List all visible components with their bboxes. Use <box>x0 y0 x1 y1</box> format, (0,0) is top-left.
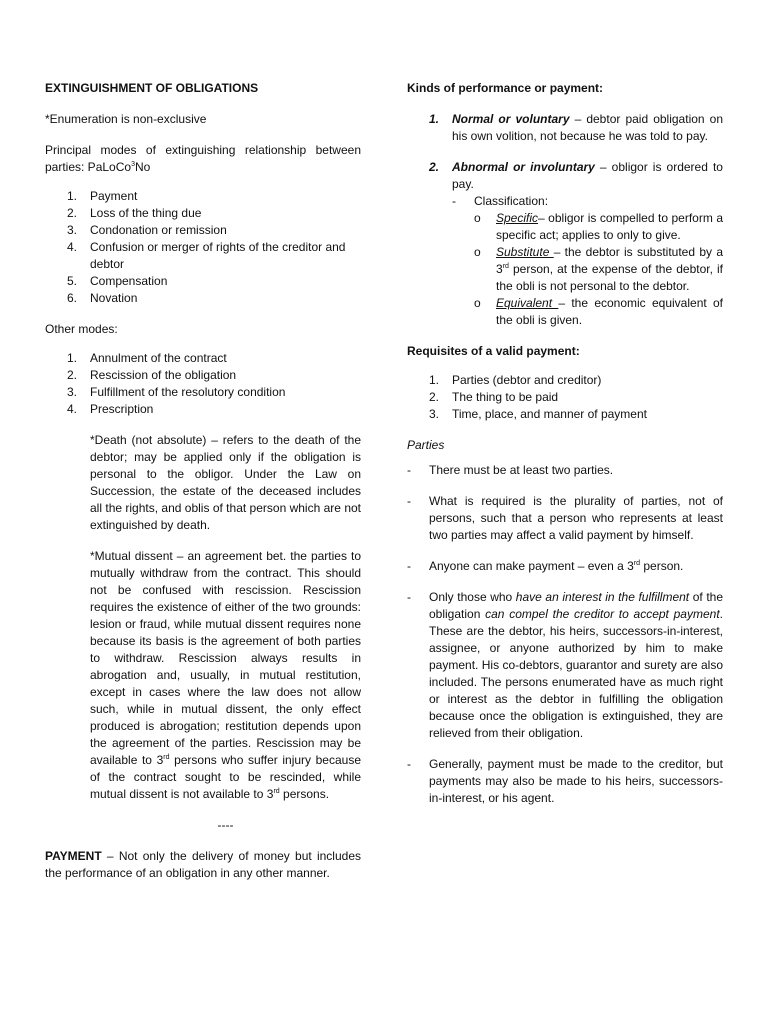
list-item: - What is required is the plurality of parties, not of persons, such that a person who represents at least two parties may affect a valid payment by himself. <box>407 494 723 542</box>
list-item: 4. Prescription <box>67 402 154 416</box>
section-divider: ---- <box>217 818 234 832</box>
list-item: 1. Normal or voluntary – debtor paid obligation on his own volition, not because he was told to pay. <box>429 112 724 143</box>
list-item: - Only those who have an interest in the fulfillment of the obligation can compel the creditor to accept payment. These are the debtor, his heirs, successors-in-interest, assignee, or anyone authorized by him to make payment. His co-debtors, guarantor and surety are also included. The persons enumerated have as much right or interest as the debtor in fulfilling the obligation because once the obligation is extinguished, they are relieved from their obligation. <box>407 590 723 740</box>
list-item: 2. Loss of the thing due <box>67 206 202 220</box>
requisites-list <box>407 372 723 423</box>
principal-modes-intro: Principal modes of extinguishing relationship between parties: PaLoCo$^3$No <box>45 143 361 174</box>
list-item: 2. The thing to be paid <box>429 390 559 404</box>
requisites-heading: Requisites of a valid payment: <box>407 344 580 358</box>
left-column <box>45 80 361 882</box>
document-heading: EXTINGUISHMENT OF OBLIGATIONS <box>45 81 259 95</box>
mutual-dissent-paragraph: *Mutual dissent – an agreement bet. the parties to mutually withdraw from the contract. This should not be confused with rescission. Rescission requires the existence of either of the two grounds: lesion or fraud, while mutual dissent requires none because its basis is the agreement of both parties to withdraw. Rescission always results in abrogation and, usually, in mutual restitution, except in cases where the law does not allow such, while in mutual dissent, the only effect produced is abrogation; restitution depends upon the agreement of the parties. Rescission may be available to 3rd persons who suffer injury because of the contract sought to be rescinded, while mutual dissent is not available to 3rd persons. <box>90 549 362 801</box>
list-item: 2. Rescission of the obligation <box>67 368 237 382</box>
right-column <box>407 80 723 807</box>
list-item: - Generally, payment must be made to the creditor, but payments may also be made to his heirs, successors-in-interest, or his agent. <box>407 757 723 805</box>
list-item: o Specific– obligor is compelled to perform a specific act; applies to only to give. <box>474 211 723 242</box>
list-item: o Equivalent – the economic equivalent of the obli is given. <box>474 296 724 327</box>
list-item: 2. Abnormal or involuntary – obligor is ordered to pay. - Classification: o Specific– obligor is compelled to perform a specific act; applies to only to give. o Substitute – the debtor is substituted by a 3rd person, at the expense of the debtor, if the obli is not personal to the debtor. o Equivalent – the economic equivalent of the obli is given. <box>429 160 724 327</box>
other-modes-list <box>45 350 361 418</box>
enumeration-note: *Enumeration is non-exclusive <box>45 112 207 126</box>
classification-label: Classification: <box>474 194 549 208</box>
list-item: 1. Parties (debtor and creditor) <box>429 373 602 387</box>
kinds-heading: Kinds of performance or payment: <box>407 81 604 95</box>
death-paragraph: *Death (not absolute) – refers to the death of the debtor; may be applied only if the obligation is personal to the obligor. Under the Law on Succession, the estate of the deceased includes all the rights, and oblis of that person which are not extinguished by death. <box>90 433 361 532</box>
list-item: 1. Annulment of the contract <box>67 351 227 365</box>
payment-definition: PAYMENT – Not only the delivery of money but includes the performance of an obligation in any other manner. <box>45 849 361 880</box>
list-item: 5. Compensation <box>67 274 168 288</box>
list-item: 4. Confusion or merger of rights of the creditor and debtor <box>67 240 346 271</box>
principal-modes-list <box>45 188 361 307</box>
list-item: 3. Time, place, and manner of payment <box>429 407 647 421</box>
list-item: 6. Novation <box>67 291 138 305</box>
list-item: 1. Payment <box>67 189 138 203</box>
list-item: - There must be at least two parties. <box>407 463 614 477</box>
parties-list <box>407 462 723 807</box>
list-item: o Substitute – the debtor is substituted by a 3rd person, at the expense of the debtor, if the obli is not personal to the debtor. <box>474 245 724 293</box>
list-item: 3. Condonation or remission <box>67 223 227 237</box>
classification-block: - Classification: o Specific– obligor is compelled to perform a specific act; applies to only to give. o Substitute – the debtor is substituted by a 3rd person, at the expense of the debtor, if the obli is not personal to the debtor. o Equivalent – the economic equivalent of the obli is given. <box>452 194 724 327</box>
parties-heading: Parties <box>407 438 445 452</box>
classification-list <box>474 210 723 329</box>
list-item: 3. Fulfillment of the resolutory condition <box>67 385 286 399</box>
kinds-list <box>407 111 723 329</box>
other-modes-heading: Other modes: <box>45 322 118 336</box>
list-item: - Anyone can make payment – even a 3rd person. <box>407 559 684 573</box>
